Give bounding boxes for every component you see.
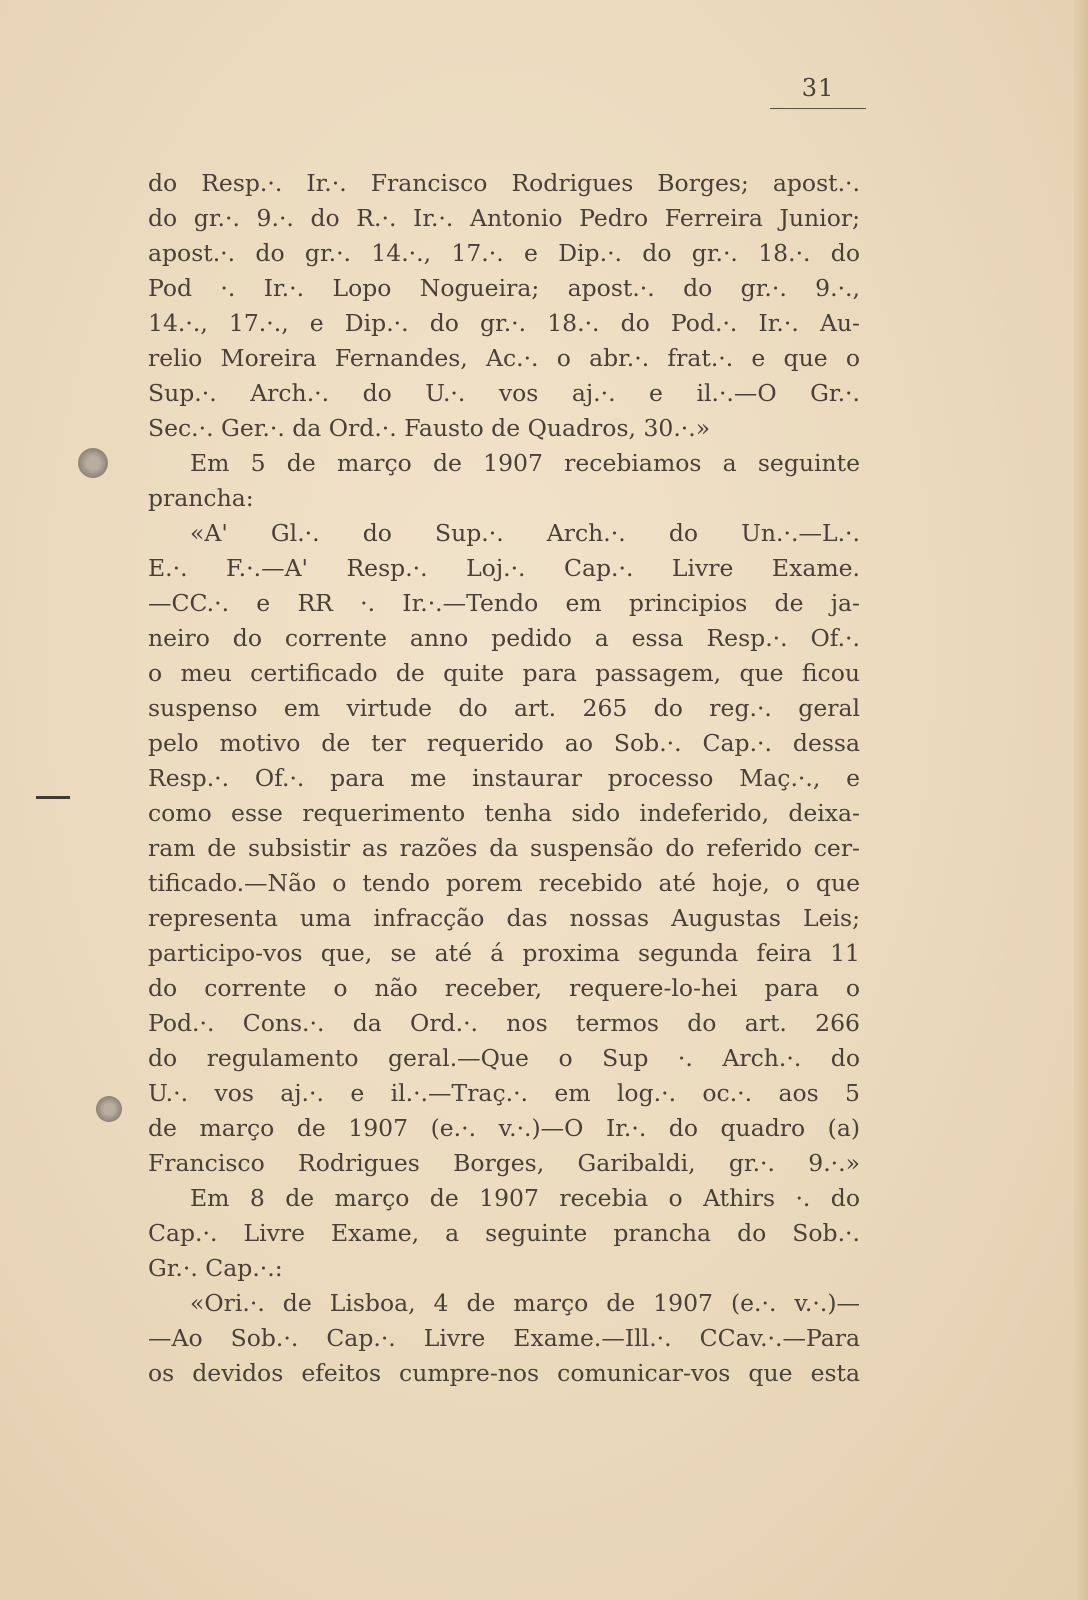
text-line: U.·. vos aj.·. e il.·.—Traç.·. em log.·. oc.·. aos 5 (148, 1079, 860, 1107)
text-line: —Ao Sob.·. Cap.·. Livre Exame.—Ill.·. CCav.·.—Para (148, 1324, 860, 1352)
text-line: «Ori.·. de Lisboa, 4 de março de 1907 (e.·. v.·.)— (190, 1289, 860, 1317)
text-line: do Resp.·. Ir.·. Francisco Rodrigues Borges; apost.·. (148, 169, 860, 197)
text-line: Sec.·. Ger.·. da Ord.·. Fausto de Quadros, 30.·.» (148, 414, 711, 442)
text-line: participo-vos que, se até á proxima segunda feira 11 (148, 939, 860, 967)
text-line: do corrente o não receber, requere-lo-hei para o (148, 974, 860, 1002)
text-line: o meu certificado de quite para passagem, que ficou (148, 659, 860, 687)
text-line: suspenso em virtude do art. 265 do reg.·. geral (148, 694, 860, 722)
text-line: ram de subsistir as razões da suspensão do referido cer- (148, 834, 860, 862)
text-line: Em 8 de março de 1907 recebia o Athirs ·. do (190, 1184, 860, 1212)
text-line: como esse requerimento tenha sido indeferido, deixa- (148, 799, 860, 827)
text-line: relio Moreira Fernandes, Ac.·. o abr.·. frat.·. e que o (148, 344, 860, 372)
text-line: pelo motivo de ter requerido ao Sob.·. Cap.·. dessa (148, 729, 860, 757)
text-line: prancha: (148, 484, 254, 512)
text-line: apost.·. do gr.·. 14.·., 17.·. e Dip.·. do gr.·. 18.·. do (148, 239, 860, 267)
page-edge (1074, 0, 1088, 1600)
text-line: Francisco Rodrigues Borges, Garibaldi, gr.·. 9.·.» (148, 1149, 860, 1177)
text-line: «A' Gl.·. do Sup.·. Arch.·. do Un.·.—L.·. (190, 519, 860, 547)
text-line: Pod.·. Cons.·. da Ord.·. nos termos do art. 266 (148, 1009, 860, 1037)
text-line: Gr.·. Cap.·.: (148, 1254, 283, 1282)
text-line: do regulamento geral.—Que o Sup ·. Arch.·. do (148, 1044, 860, 1072)
text-line: tificado.—Não o tendo porem recebido até hoje, o que (148, 869, 860, 897)
margin-stamp-mark (78, 448, 108, 478)
text-line: 14.·., 17.·., e Dip.·. do gr.·. 18.·. do Pod.·. Ir.·. Au- (148, 309, 860, 337)
text-line: os devidos efeitos cumpre-nos comunicar-vos que esta (148, 1359, 860, 1387)
margin-pen-mark (36, 796, 70, 799)
body-text (148, 166, 860, 1391)
text-line: representa uma infracção das nossas Augustas Leis; (148, 904, 860, 932)
text-line: Cap.·. Livre Exame, a seguinte prancha do Sob.·. (148, 1219, 860, 1247)
text-line: do gr.·. 9.·. do R.·. Ir.·. Antonio Pedro Ferreira Junior; (148, 204, 860, 232)
margin-stamp-mark-2 (96, 1096, 122, 1122)
text-line: Sup.·. Arch.·. do U.·. vos aj.·. e il.·.—O Gr.·. (148, 379, 860, 407)
page-number: 31 (801, 74, 835, 102)
text-line: Pod ·. Ir.·. Lopo Nogueira; apost.·. do gr.·. 9.·., (148, 274, 860, 302)
text-line: de março de 1907 (e.·. v.·.)—O Ir.·. do quadro (a) (148, 1114, 860, 1142)
text-line: Em 5 de março de 1907 recebiamos a seguinte (190, 449, 860, 477)
text-line: neiro do corrente anno pedido a essa Resp.·. Of.·. (148, 624, 860, 652)
text-line: Resp.·. Of.·. para me instaurar processo Maç.·., e (148, 764, 860, 792)
page-number-rule (770, 108, 866, 109)
text-line: —CC.·. e RR ·. Ir.·.—Tendo em principios de ja- (148, 589, 860, 617)
text-line: E.·. F.·.—A' Resp.·. Loj.·. Cap.·. Livre Exame. (148, 554, 860, 582)
